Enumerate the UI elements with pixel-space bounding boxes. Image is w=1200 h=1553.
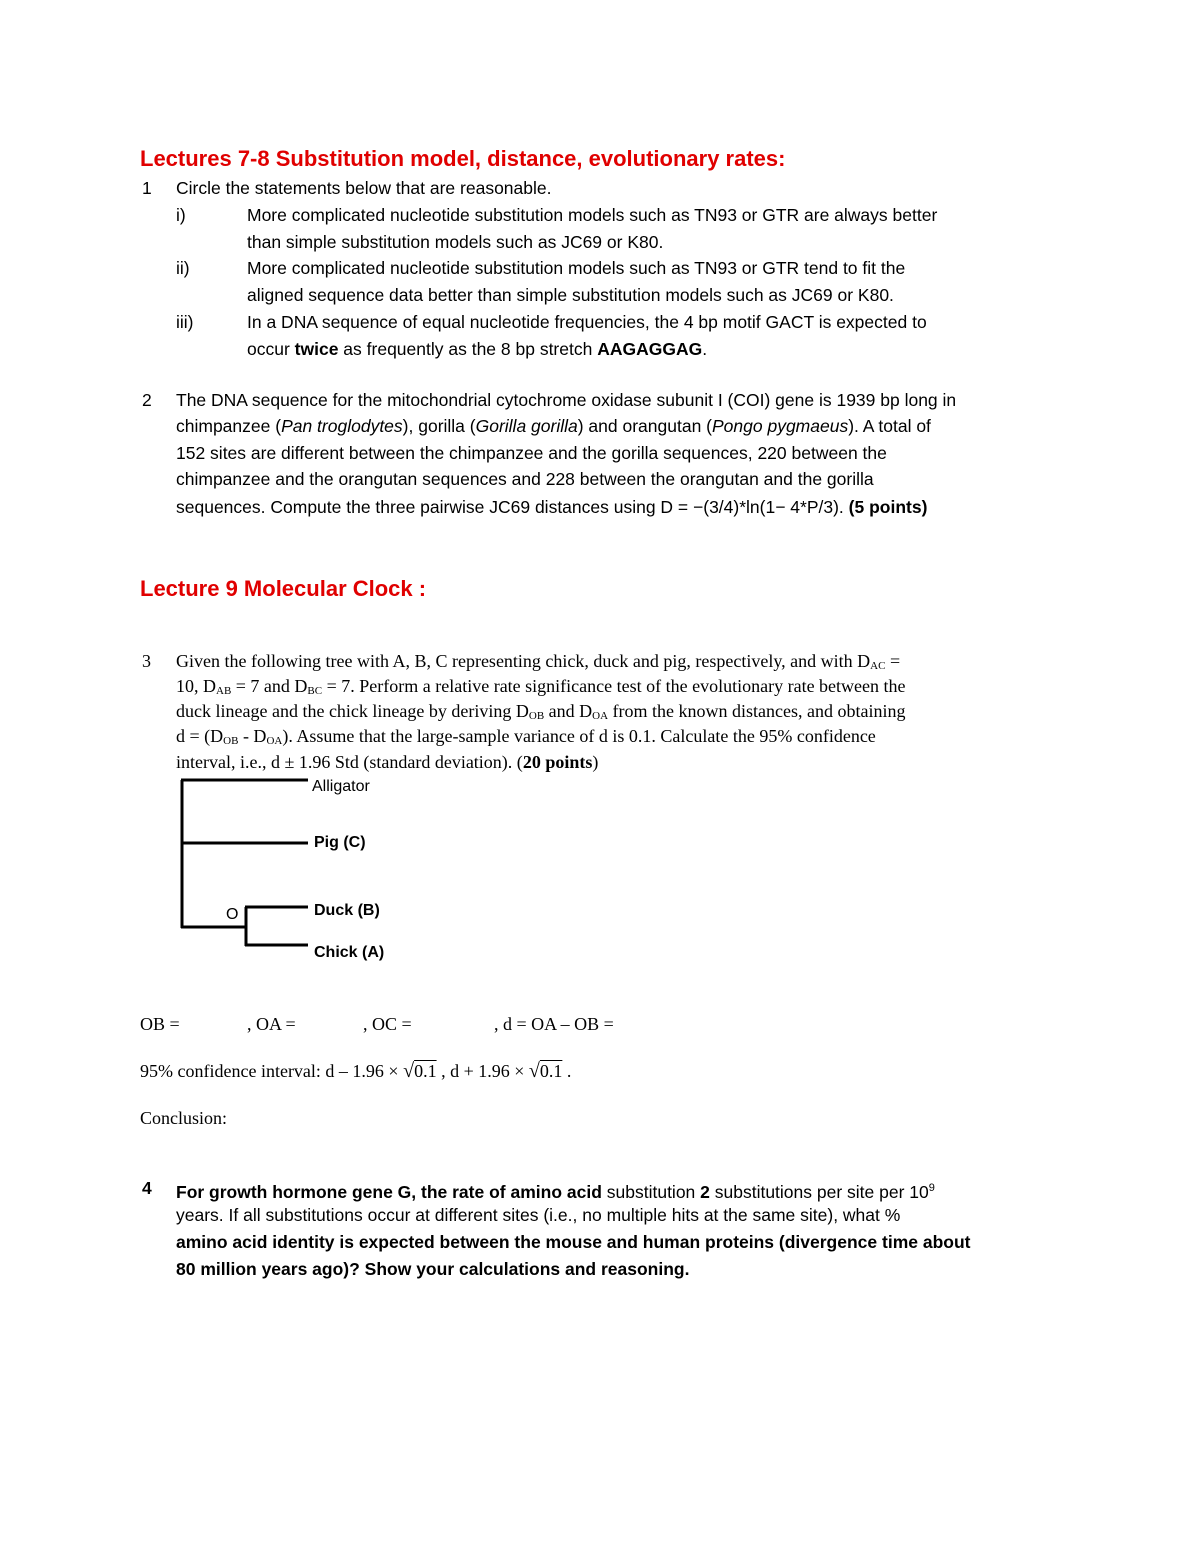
leaf-label-chick: Chick (A) — [314, 944, 385, 961]
text-run: ). A total of — [848, 416, 931, 436]
emphasis-rate: 2 — [700, 1182, 710, 1202]
sqrt-icon: √ — [528, 1060, 540, 1082]
text-run: as frequently as the 8 bp stretch — [338, 339, 598, 359]
leaf-label-duck: Duck (B) — [314, 902, 380, 919]
subscript: OB — [223, 735, 239, 747]
species-name: Gorilla gorilla — [475, 416, 578, 436]
text-run: from the known distances, and obtaining — [608, 701, 906, 721]
text-group — [140, 1058, 571, 1084]
text-run: Show your calculations and reasoning. — [359, 1259, 690, 1279]
subscript: AB — [216, 685, 232, 697]
subscript: BC — [307, 685, 323, 697]
sqrt-value: 0.1 — [414, 1061, 437, 1081]
sqrt-icon: √ — [403, 1060, 415, 1082]
text-run: ) — [592, 752, 599, 772]
answer-oa: , OA = — [247, 1014, 296, 1034]
conclusion-label: Conclusion: — [140, 1108, 228, 1128]
emphasis-amino-acid: amino acid — [510, 1182, 602, 1202]
text-run: ) and orangutan ( — [577, 416, 712, 436]
text-run: = 7. Perform a relative rate significance test of the evolutionary rate between the — [322, 676, 906, 696]
question-number: 2 — [142, 390, 152, 410]
section-heading-lecture-9: Lecture 9 Molecular Clock : — [140, 576, 427, 601]
statement-label: iii) — [176, 312, 194, 332]
text-run: Given the following tree with A, B, C representing chick, duck and pig, respectively, and with D — [176, 651, 871, 671]
text-run: = 7 and D — [231, 676, 308, 696]
leaf-label-alligator: Alligator — [312, 778, 370, 795]
statement-text: than simple substitution models such as JC69 or K80. — [247, 232, 664, 252]
text-group — [176, 413, 931, 439]
text-group — [176, 749, 598, 775]
text-group — [176, 494, 927, 520]
leaf-label-pig: Pig (C) — [314, 834, 366, 851]
node-label-o: O — [226, 906, 239, 923]
points-label: (5 points) — [848, 497, 928, 517]
text-group — [176, 1175, 935, 1205]
text-run: . — [562, 1061, 572, 1081]
statement-text: More complicated nucleotide substitution models such as TN93 or GTR are always better — [247, 205, 938, 225]
question-number: 1 — [142, 178, 152, 198]
text-run: = — [885, 651, 901, 671]
emphasis-twice: twice — [294, 339, 339, 359]
superscript: 9 — [928, 1182, 935, 1194]
statement-label: i) — [176, 205, 186, 225]
text-group — [176, 1256, 689, 1282]
answer-d: , d = OA – OB = — [494, 1014, 614, 1034]
text-run: ). Assume that the large-sample variance of d is 0.1. Calculate the 95% confidence — [282, 726, 876, 746]
text-run: 152 sites are different between the chimpanzee and the gorilla sequences, 220 between the — [176, 443, 887, 463]
subscript: OA — [592, 710, 609, 722]
section-heading-lectures-7-8: Lectures 7-8 Substitution model, distance, evolutionary rates: — [140, 146, 786, 171]
statement-text: More complicated nucleotide substitution models such as TN93 or GTR tend to fit the — [247, 258, 906, 278]
text-run: chimpanzee ( — [176, 416, 282, 436]
statement-text: In a DNA sequence of equal nucleotide frequencies, the 4 bp motif GACT is expected to — [247, 312, 927, 332]
species-name: Pan troglodytes — [281, 416, 403, 436]
text-run: d = (D — [176, 726, 224, 746]
text-run: interval, i.e., d ± 1.96 Std (standard deviation). ( — [176, 752, 523, 772]
text-run: ), gorilla ( — [402, 416, 476, 436]
points-label: 20 points — [522, 752, 593, 772]
text-run: 10, D — [176, 676, 216, 696]
species-name: Pongo pygmaeus — [712, 416, 849, 436]
text-run: duck lineage and the chick lineage by deriving D — [176, 701, 529, 721]
statement-text-group — [247, 336, 707, 362]
text-run: years. If all substitutions occur at different sites (i.e., no multiple hits at the same site), what % — [176, 1205, 901, 1225]
text-run: and D — [544, 701, 593, 721]
question-number: 3 — [142, 651, 151, 671]
subscript: OA — [266, 735, 283, 747]
subscript: AC — [870, 660, 886, 672]
text-run: 80 million years ago)? — [176, 1259, 360, 1279]
text-run: , d + 1.96 × — [436, 1061, 529, 1081]
text-run: 95% confidence interval: d – 1.96 × — [140, 1061, 404, 1081]
text-run: substitutions per site per 10 — [709, 1182, 929, 1202]
statement-label: ii) — [176, 258, 190, 278]
subscript: OB — [528, 710, 545, 722]
text-run: amino acid identity is expected between the mouse and human proteins (divergence time about — [176, 1232, 971, 1252]
question-2-text: The DNA sequence for the mitochondrial cytochrome oxidase subunit I (COI) gene is 1939 bp long in — [176, 390, 957, 410]
text-run: occur — [247, 339, 295, 359]
text-run: substitution — [601, 1182, 701, 1202]
text-run: chimpanzee and the orangutan sequences and 228 between the orangutan and the gorilla — [176, 469, 874, 489]
text-run: sequences. Compute the three pairwise JC69 distances using D = −(3/4)*ln(1− 4*P/3). — [176, 497, 849, 517]
answer-oc: , OC = — [363, 1014, 412, 1034]
text-run: - D — [238, 726, 267, 746]
sqrt-value: 0.1 — [539, 1061, 563, 1081]
question-1-prompt: Circle the statements below that are reasonable. — [176, 178, 552, 198]
text-run: For growth hormone gene G, the rate of — [176, 1182, 511, 1202]
text-run: . — [702, 339, 708, 359]
answer-ob: OB = — [140, 1014, 180, 1034]
question-number: 4 — [142, 1178, 152, 1198]
statement-text: aligned sequence data better than simple substitution models such as JC69 or K80. — [247, 285, 894, 305]
emphasis-sequence: AAGAGGAG — [597, 339, 703, 359]
